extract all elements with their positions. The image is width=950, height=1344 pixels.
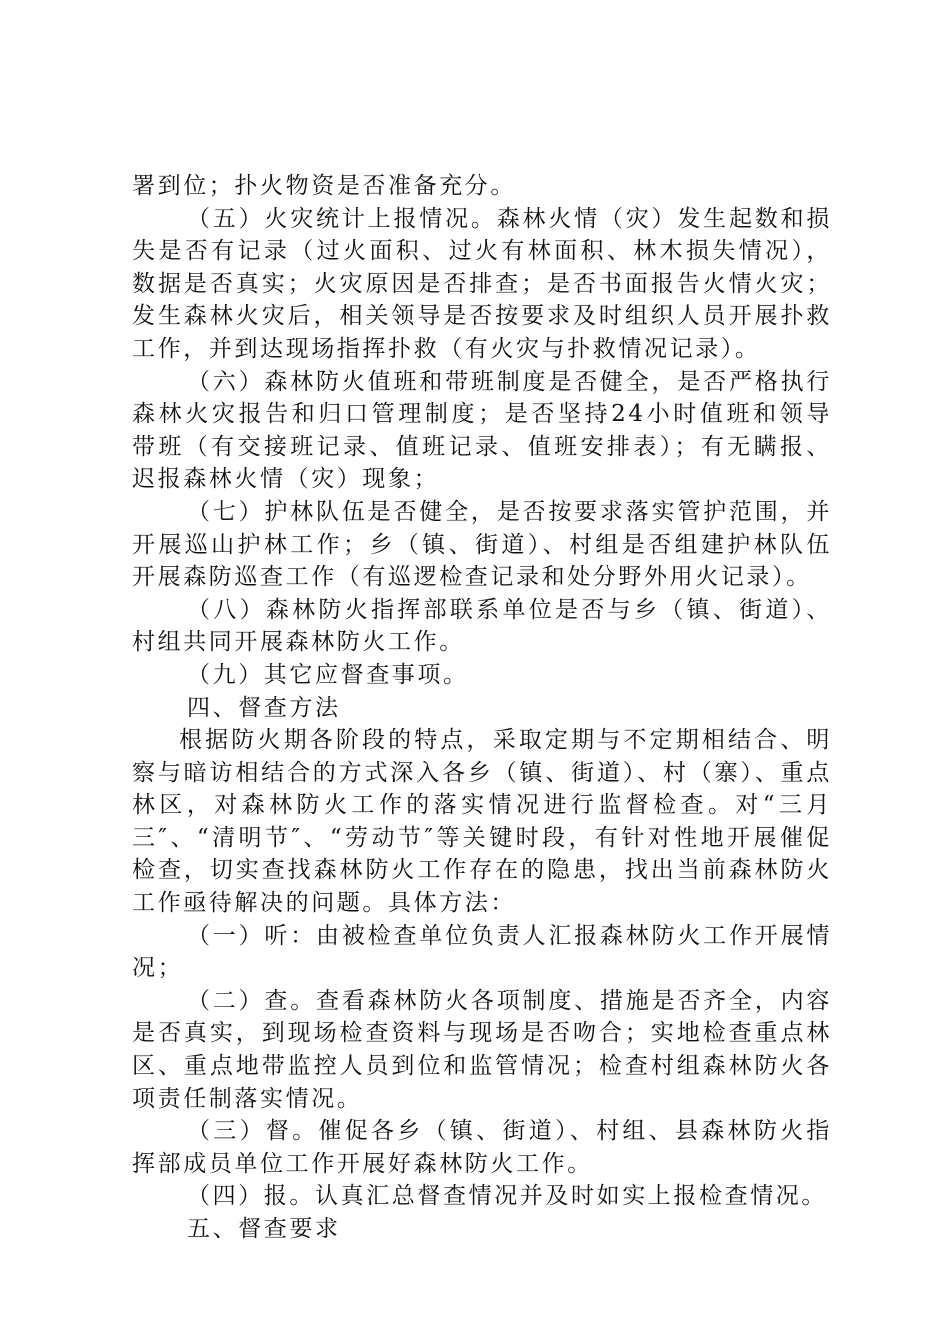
- paragraph-item-9-other: （九）其它应督查事项。: [187, 661, 469, 688]
- document-body: [132, 170, 832, 1246]
- paragraph-item-8-contact-units: （八）森林防火指挥部联系单位是否与乡（镇、街道）、村组共同开展森林防火工作。: [132, 596, 832, 656]
- paragraph-item-5-fire-statistics: （五）火灾统计上报情况。森林火情（灾）发生起数和损失是否有记录（过火面积、过火有林面积、林木损失情况），数据是否真实；火灾原因是否排查；是否书面报告火情火灾；发生森林火灾后，相关领导是否按要求及时组织人员开展扑救工作，并到达现场指挥扑救（有火灾与扑救情况记录）。: [132, 205, 832, 362]
- paragraph-item-7-forest-rangers: （七）护林队伍是否健全，是否按要求落实管护范围，并开展巡山护林工作；乡（镇、街道）、村组是否组建护林队伍开展森防巡查工作（有巡逻检查记录和处分野外用火记录）。: [132, 498, 832, 591]
- paragraph-methods-intro: 根据防火期各阶段的特点，采取定期与不定期相结合、明察与暗访相结合的方式深入各乡（镇、街道）、村（寨）、重点林区，对森林防火工作的落实情况进行监督检查。对“三月三″、“清明节″、“劳动节″等关键时段，有针对性地开展催促检查，切实查找森林防火工作存在的隐患，找出当前森林防火工作亟待解决的问题。具体方法：: [132, 727, 832, 917]
- section-heading-4-methods: 四、督查方法: [187, 694, 341, 721]
- paragraph-continuation: 署到位；扑火物资是否准备充分。: [132, 173, 516, 199]
- paragraph-method-2-check: （二）查。查看森林防火各项制度、措施是否齐全，内容是否真实，到现场检查资料与现场是否吻合；实地检查重点林区、重点地带监控人员到位和监管情况；检查村组森林防火各项责任制落实情况。: [132, 987, 832, 1112]
- section-heading-5-requirements: 五、督查要求: [187, 1216, 341, 1242]
- paragraph-method-3-supervise: （三）督。催促各乡（镇、街道）、村组、县森林防火指挥部成员单位工作开展好森林防火工作。: [132, 1118, 832, 1177]
- paragraph-method-1-listen: （一）听：由被检查单位负责人汇报森林防火工作开展情况；: [132, 922, 832, 982]
- paragraph-item-6-duty-system: （六）森林防火值班和带班制度是否健全，是否严格执行森林火灾报告和归口管理制度；是否坚持24小时值班和领导带班（有交接班记录、值班记录、值班安排表）；有无瞒报、迟报森林火情（灾）现象；: [132, 368, 832, 493]
- paragraph-method-4-report: （四）报。认真汇总督查情况并及时如实上报检查情况。: [187, 1183, 827, 1210]
